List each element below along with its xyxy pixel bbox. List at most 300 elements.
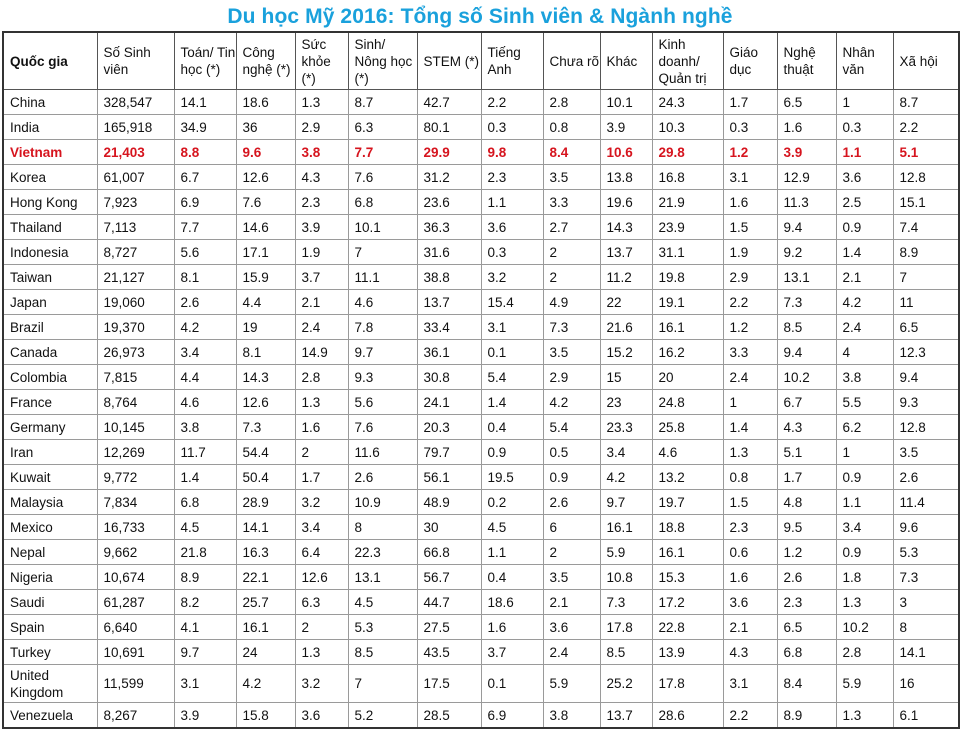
value-cell: 1.7 xyxy=(723,90,777,115)
value-cell: 10.3 xyxy=(652,115,723,140)
value-cell: 11.7 xyxy=(174,440,236,465)
table-row xyxy=(3,665,959,703)
table-row xyxy=(3,315,959,340)
value-cell: 2.4 xyxy=(723,365,777,390)
value-cell: 3.4 xyxy=(836,515,893,540)
value-cell: 20.3 xyxy=(417,415,481,440)
value-cell: 11.6 xyxy=(348,440,417,465)
value-cell: 0.3 xyxy=(481,240,543,265)
value-cell: 14.3 xyxy=(600,215,652,240)
value-cell: 4.4 xyxy=(236,290,295,315)
value-cell: 0.9 xyxy=(481,440,543,465)
country-cell: Saudi xyxy=(3,590,97,615)
value-cell: 4.2 xyxy=(236,665,295,703)
value-cell: 8,764 xyxy=(97,390,174,415)
value-cell: 21.6 xyxy=(600,315,652,340)
value-cell: 1.9 xyxy=(723,240,777,265)
country-cell: Nepal xyxy=(3,540,97,565)
value-cell: 16.3 xyxy=(236,540,295,565)
value-cell: 11.3 xyxy=(777,190,836,215)
country-cell: Thailand xyxy=(3,215,97,240)
value-cell: 5.5 xyxy=(836,390,893,415)
value-cell: 14.1 xyxy=(174,90,236,115)
value-cell: 7.3 xyxy=(893,565,959,590)
value-cell: 2.1 xyxy=(723,615,777,640)
value-cell: 4.3 xyxy=(295,165,348,190)
column-header: Giáo dục xyxy=(723,32,777,90)
value-cell: 19.1 xyxy=(652,290,723,315)
value-cell: 6.7 xyxy=(777,390,836,415)
value-cell: 26,973 xyxy=(97,340,174,365)
value-cell: 7,834 xyxy=(97,490,174,515)
column-header: Quốc gia xyxy=(3,32,97,90)
value-cell: 14.3 xyxy=(236,365,295,390)
value-cell: 3.5 xyxy=(543,565,600,590)
table-row xyxy=(3,615,959,640)
value-cell: 13.7 xyxy=(600,240,652,265)
value-cell: 4.6 xyxy=(174,390,236,415)
value-cell: 0.1 xyxy=(481,340,543,365)
value-cell: 3.1 xyxy=(174,665,236,703)
page-title: Du học Mỹ 2016: Tổng số Sinh viên & Ngành nghề xyxy=(227,5,733,28)
column-header: Sinh/ Nông học (*) xyxy=(348,32,417,90)
country-cell: Taiwan xyxy=(3,265,97,290)
table-row xyxy=(3,515,959,540)
value-cell: 3.2 xyxy=(295,490,348,515)
value-cell: 30.8 xyxy=(417,365,481,390)
value-cell: 1.6 xyxy=(723,565,777,590)
value-cell: 31.6 xyxy=(417,240,481,265)
table-row xyxy=(3,390,959,415)
value-cell: 1.7 xyxy=(295,465,348,490)
value-cell: 3.4 xyxy=(600,440,652,465)
value-cell: 1.4 xyxy=(836,240,893,265)
country-cell: Japan xyxy=(3,290,97,315)
value-cell: 3.3 xyxy=(723,340,777,365)
value-cell: 1.3 xyxy=(295,90,348,115)
value-cell: 3.9 xyxy=(295,215,348,240)
value-cell: 11.4 xyxy=(893,490,959,515)
table-row xyxy=(3,640,959,665)
value-cell: 6.8 xyxy=(174,490,236,515)
value-cell: 14.6 xyxy=(236,215,295,240)
value-cell: 7 xyxy=(348,665,417,703)
column-header: Nghệ thuật xyxy=(777,32,836,90)
value-cell: 8.2 xyxy=(174,590,236,615)
value-cell: 34.9 xyxy=(174,115,236,140)
table-row xyxy=(3,165,959,190)
value-cell: 14.1 xyxy=(236,515,295,540)
country-cell: Canada xyxy=(3,340,97,365)
value-cell: 1.6 xyxy=(295,415,348,440)
value-cell: 6,640 xyxy=(97,615,174,640)
value-cell: 4.5 xyxy=(481,515,543,540)
value-cell: 4.2 xyxy=(543,390,600,415)
value-cell: 10,145 xyxy=(97,415,174,440)
country-cell: Indonesia xyxy=(3,240,97,265)
value-cell: 3.6 xyxy=(836,165,893,190)
value-cell: 7.3 xyxy=(777,290,836,315)
value-cell: 7,113 xyxy=(97,215,174,240)
value-cell: 2.2 xyxy=(893,115,959,140)
value-cell: 8.7 xyxy=(348,90,417,115)
value-cell: 12.8 xyxy=(893,165,959,190)
country-cell: Venezuela xyxy=(3,703,97,729)
value-cell: 2.2 xyxy=(723,703,777,729)
value-cell: 13.8 xyxy=(600,165,652,190)
value-cell: 13.1 xyxy=(348,565,417,590)
value-cell: 2.3 xyxy=(723,515,777,540)
value-cell: 7.7 xyxy=(174,215,236,240)
value-cell: 30 xyxy=(417,515,481,540)
value-cell: 22.8 xyxy=(652,615,723,640)
country-cell: Colombia xyxy=(3,365,97,390)
value-cell: 21,127 xyxy=(97,265,174,290)
value-cell: 3.8 xyxy=(174,415,236,440)
value-cell: 15.9 xyxy=(236,265,295,290)
value-cell: 25.8 xyxy=(652,415,723,440)
value-cell: 7 xyxy=(893,265,959,290)
value-cell: 14.1 xyxy=(893,640,959,665)
value-cell: 28.9 xyxy=(236,490,295,515)
value-cell: 6.3 xyxy=(348,115,417,140)
value-cell: 19,060 xyxy=(97,290,174,315)
value-cell: 8.8 xyxy=(174,140,236,165)
value-cell: 3.9 xyxy=(777,140,836,165)
value-cell: 43.5 xyxy=(417,640,481,665)
header-row xyxy=(3,32,959,90)
value-cell: 12.6 xyxy=(236,390,295,415)
value-cell: 3.8 xyxy=(543,703,600,729)
value-cell: 4.6 xyxy=(348,290,417,315)
value-cell: 48.9 xyxy=(417,490,481,515)
column-header: Chưa rõ xyxy=(543,32,600,90)
value-cell: 1.9 xyxy=(295,240,348,265)
value-cell: 7.3 xyxy=(236,415,295,440)
table-row xyxy=(3,140,959,165)
value-cell: 22.3 xyxy=(348,540,417,565)
value-cell: 2.4 xyxy=(295,315,348,340)
value-cell: 23 xyxy=(600,390,652,415)
country-cell: France xyxy=(3,390,97,415)
column-header: Số Sinh viên xyxy=(97,32,174,90)
value-cell: 7.6 xyxy=(236,190,295,215)
value-cell: 79.7 xyxy=(417,440,481,465)
value-cell: 0.2 xyxy=(481,490,543,515)
value-cell: 36.1 xyxy=(417,340,481,365)
value-cell: 8.7 xyxy=(893,90,959,115)
value-cell: 6.7 xyxy=(174,165,236,190)
value-cell: 5.3 xyxy=(348,615,417,640)
value-cell: 16.1 xyxy=(652,315,723,340)
value-cell: 9.7 xyxy=(174,640,236,665)
value-cell: 66.8 xyxy=(417,540,481,565)
value-cell: 1.4 xyxy=(723,415,777,440)
value-cell: 54.4 xyxy=(236,440,295,465)
value-cell: 2.2 xyxy=(481,90,543,115)
value-cell: 10.1 xyxy=(600,90,652,115)
value-cell: 5.3 xyxy=(893,540,959,565)
country-cell: Turkey xyxy=(3,640,97,665)
value-cell: 1.1 xyxy=(836,140,893,165)
value-cell: 1.3 xyxy=(295,640,348,665)
value-cell: 1.5 xyxy=(723,215,777,240)
value-cell: 3.2 xyxy=(481,265,543,290)
value-cell: 3.8 xyxy=(295,140,348,165)
value-cell: 2 xyxy=(295,440,348,465)
value-cell: 44.7 xyxy=(417,590,481,615)
value-cell: 17.8 xyxy=(600,615,652,640)
value-cell: 4.5 xyxy=(348,590,417,615)
column-header: Công nghệ (*) xyxy=(236,32,295,90)
value-cell: 3.8 xyxy=(836,365,893,390)
value-cell: 1.3 xyxy=(836,590,893,615)
value-cell: 13.7 xyxy=(417,290,481,315)
value-cell: 4.6 xyxy=(652,440,723,465)
value-cell: 42.7 xyxy=(417,90,481,115)
table-row xyxy=(3,290,959,315)
value-cell: 36.3 xyxy=(417,215,481,240)
value-cell: 3.4 xyxy=(174,340,236,365)
value-cell: 15.1 xyxy=(893,190,959,215)
value-cell: 10.9 xyxy=(348,490,417,515)
value-cell: 16,733 xyxy=(97,515,174,540)
country-cell: Nigeria xyxy=(3,565,97,590)
value-cell: 22.1 xyxy=(236,565,295,590)
value-cell: 1.3 xyxy=(723,440,777,465)
value-cell: 8,727 xyxy=(97,240,174,265)
value-cell: 25.2 xyxy=(600,665,652,703)
value-cell: 5.9 xyxy=(543,665,600,703)
value-cell: 8.9 xyxy=(893,240,959,265)
value-cell: 3 xyxy=(893,590,959,615)
value-cell: 2.5 xyxy=(836,190,893,215)
value-cell: 10.6 xyxy=(600,140,652,165)
table-row xyxy=(3,440,959,465)
value-cell: 1.8 xyxy=(836,565,893,590)
value-cell: 38.8 xyxy=(417,265,481,290)
value-cell: 8.5 xyxy=(348,640,417,665)
value-cell: 18.6 xyxy=(481,590,543,615)
value-cell: 8.1 xyxy=(236,340,295,365)
value-cell: 23.3 xyxy=(600,415,652,440)
value-cell: 16.1 xyxy=(600,515,652,540)
value-cell: 0.3 xyxy=(723,115,777,140)
value-cell: 0.6 xyxy=(723,540,777,565)
value-cell: 61,007 xyxy=(97,165,174,190)
value-cell: 9.4 xyxy=(777,215,836,240)
value-cell: 1 xyxy=(723,390,777,415)
value-cell: 10.2 xyxy=(777,365,836,390)
value-cell: 8.4 xyxy=(543,140,600,165)
value-cell: 3.9 xyxy=(600,115,652,140)
value-cell: 9.3 xyxy=(348,365,417,390)
value-cell: 9.8 xyxy=(481,140,543,165)
value-cell: 3.6 xyxy=(543,615,600,640)
value-cell: 3.6 xyxy=(481,215,543,240)
value-cell: 4.5 xyxy=(174,515,236,540)
value-cell: 2.3 xyxy=(777,590,836,615)
value-cell: 18.8 xyxy=(652,515,723,540)
value-cell: 17.2 xyxy=(652,590,723,615)
value-cell: 18.6 xyxy=(236,90,295,115)
value-cell: 5.4 xyxy=(481,365,543,390)
value-cell: 36 xyxy=(236,115,295,140)
value-cell: 1.4 xyxy=(481,390,543,415)
table-row xyxy=(3,703,959,729)
table-row xyxy=(3,265,959,290)
value-cell: 1.2 xyxy=(723,315,777,340)
value-cell: 9.5 xyxy=(777,515,836,540)
value-cell: 3.6 xyxy=(295,703,348,729)
value-cell: 11,599 xyxy=(97,665,174,703)
value-cell: 11.1 xyxy=(348,265,417,290)
value-cell: 7.6 xyxy=(348,165,417,190)
value-cell: 8.9 xyxy=(777,703,836,729)
value-cell: 9.6 xyxy=(893,515,959,540)
value-cell: 3.7 xyxy=(481,640,543,665)
table-row xyxy=(3,215,959,240)
value-cell: 8.1 xyxy=(174,265,236,290)
value-cell: 50.4 xyxy=(236,465,295,490)
column-header: Tiếng Anh xyxy=(481,32,543,90)
value-cell: 2.3 xyxy=(295,190,348,215)
value-cell: 2.9 xyxy=(543,365,600,390)
country-cell: Iran xyxy=(3,440,97,465)
value-cell: 6.9 xyxy=(174,190,236,215)
value-cell: 4.2 xyxy=(600,465,652,490)
table-row xyxy=(3,490,959,515)
value-cell: 4.2 xyxy=(836,290,893,315)
value-cell: 328,547 xyxy=(97,90,174,115)
value-cell: 2.1 xyxy=(836,265,893,290)
value-cell: 0.9 xyxy=(836,465,893,490)
value-cell: 13.9 xyxy=(652,640,723,665)
value-cell: 1.6 xyxy=(723,190,777,215)
value-cell: 1.1 xyxy=(481,540,543,565)
value-cell: 165,918 xyxy=(97,115,174,140)
value-cell: 24 xyxy=(236,640,295,665)
value-cell: 5.2 xyxy=(348,703,417,729)
value-cell: 3.9 xyxy=(174,703,236,729)
value-cell: 9.7 xyxy=(600,490,652,515)
value-cell: 1.7 xyxy=(777,465,836,490)
value-cell: 31.1 xyxy=(652,240,723,265)
value-cell: 0.9 xyxy=(836,215,893,240)
value-cell: 2.3 xyxy=(481,165,543,190)
value-cell: 3.1 xyxy=(723,165,777,190)
value-cell: 6.5 xyxy=(893,315,959,340)
value-cell: 15 xyxy=(600,365,652,390)
value-cell: 28.6 xyxy=(652,703,723,729)
value-cell: 5.1 xyxy=(893,140,959,165)
value-cell: 8.5 xyxy=(600,640,652,665)
value-cell: 23.6 xyxy=(417,190,481,215)
value-cell: 7 xyxy=(348,240,417,265)
value-cell: 3.1 xyxy=(723,665,777,703)
table-row xyxy=(3,190,959,215)
value-cell: 5.6 xyxy=(174,240,236,265)
value-cell: 80.1 xyxy=(417,115,481,140)
value-cell: 8,267 xyxy=(97,703,174,729)
value-cell: 22 xyxy=(600,290,652,315)
value-cell: 12.8 xyxy=(893,415,959,440)
value-cell: 9.3 xyxy=(893,390,959,415)
value-cell: 3.1 xyxy=(481,315,543,340)
value-cell: 6.2 xyxy=(836,415,893,440)
value-cell: 16.2 xyxy=(652,340,723,365)
value-cell: 25.7 xyxy=(236,590,295,615)
value-cell: 4.1 xyxy=(174,615,236,640)
value-cell: 9.7 xyxy=(348,340,417,365)
value-cell: 2.8 xyxy=(543,90,600,115)
value-cell: 2.9 xyxy=(723,265,777,290)
value-cell: 1.3 xyxy=(295,390,348,415)
table-row xyxy=(3,365,959,390)
value-cell: 3.7 xyxy=(295,265,348,290)
value-cell: 2.7 xyxy=(543,215,600,240)
value-cell: 27.5 xyxy=(417,615,481,640)
value-cell: 2.8 xyxy=(295,365,348,390)
value-cell: 15.8 xyxy=(236,703,295,729)
country-cell: Korea xyxy=(3,165,97,190)
value-cell: 12,269 xyxy=(97,440,174,465)
value-cell: 8.5 xyxy=(777,315,836,340)
value-cell: 4.2 xyxy=(174,315,236,340)
table-row xyxy=(3,90,959,115)
value-cell: 13.2 xyxy=(652,465,723,490)
country-cell: Germany xyxy=(3,415,97,440)
value-cell: 3.5 xyxy=(543,165,600,190)
value-cell: 0.9 xyxy=(543,465,600,490)
value-cell: 9.4 xyxy=(893,365,959,390)
table-row xyxy=(3,240,959,265)
value-cell: 0.8 xyxy=(543,115,600,140)
value-cell: 29.9 xyxy=(417,140,481,165)
value-cell: 0.5 xyxy=(543,440,600,465)
value-cell: 6.1 xyxy=(893,703,959,729)
value-cell: 0.1 xyxy=(481,665,543,703)
value-cell: 4.9 xyxy=(543,290,600,315)
value-cell: 0.8 xyxy=(723,465,777,490)
column-header: Toán/ Tin học (*) xyxy=(174,32,236,90)
value-cell: 2 xyxy=(543,265,600,290)
value-cell: 12.6 xyxy=(236,165,295,190)
value-cell: 1.5 xyxy=(723,490,777,515)
value-cell: 2.1 xyxy=(295,290,348,315)
country-cell: Malaysia xyxy=(3,490,97,515)
value-cell: 3.3 xyxy=(543,190,600,215)
value-cell: 1 xyxy=(836,440,893,465)
data-table xyxy=(2,31,960,729)
value-cell: 16.1 xyxy=(236,615,295,640)
value-cell: 8 xyxy=(348,515,417,540)
value-cell: 24.8 xyxy=(652,390,723,415)
value-cell: 1.3 xyxy=(836,703,893,729)
value-cell: 5.9 xyxy=(836,665,893,703)
value-cell: 19 xyxy=(236,315,295,340)
value-cell: 6.9 xyxy=(481,703,543,729)
value-cell: 2.6 xyxy=(543,490,600,515)
value-cell: 4.3 xyxy=(723,640,777,665)
value-cell: 13.7 xyxy=(600,703,652,729)
value-cell: 3.2 xyxy=(295,665,348,703)
value-cell: 16.8 xyxy=(652,165,723,190)
value-cell: 0.3 xyxy=(836,115,893,140)
value-cell: 7.4 xyxy=(893,215,959,240)
value-cell: 1.1 xyxy=(481,190,543,215)
value-cell: 2.4 xyxy=(836,315,893,340)
